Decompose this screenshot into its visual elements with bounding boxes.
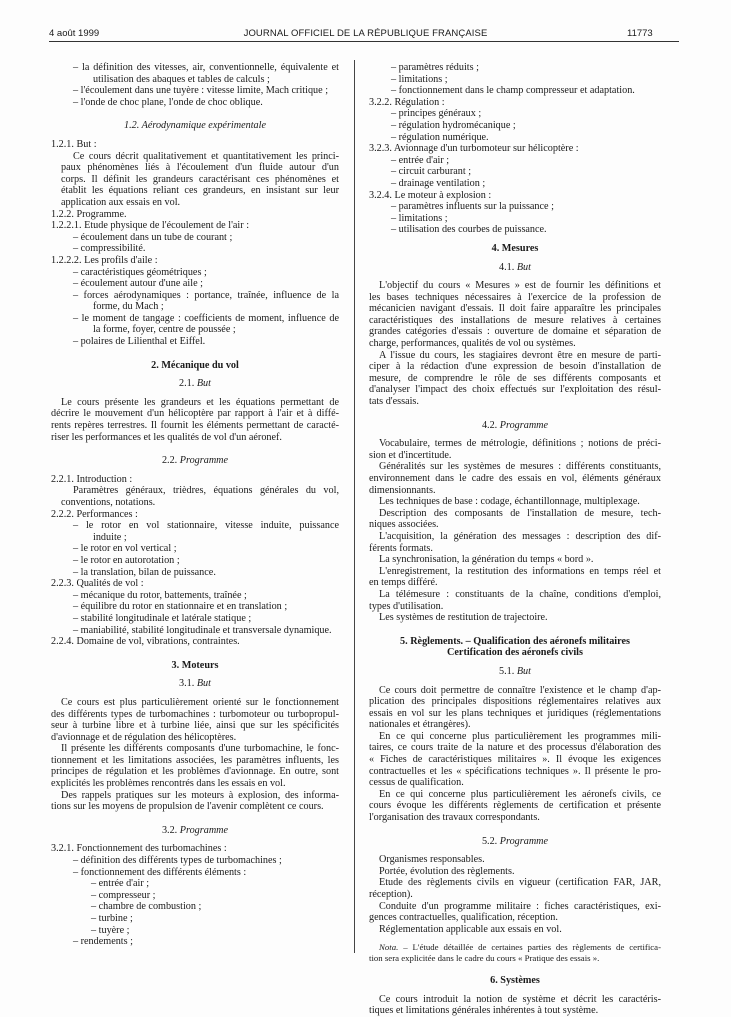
paragraph-line: mécanicien navigant d'essais. Il doit faire apparaître les principales	[369, 303, 661, 315]
paragraph-line: tionnement et les limitations associées, les paramètres influents, les	[51, 754, 339, 766]
list-item: – écoulement autour d'une aile ;	[73, 278, 203, 290]
sub-list-item: – chambre de combustion ;	[91, 901, 202, 913]
paragraph-line: Réglementation applicable aux essais en vol.	[379, 923, 562, 935]
subsection-1-2-2: 1.2.2. Programme.	[51, 208, 127, 220]
paragraph-line: cours évoque les différents règlements de certification et présente	[369, 800, 661, 812]
paragraph-line: A l'issue du cours, les stagiaires devront être en mesure de parti-	[379, 349, 661, 361]
nota-line	[369, 942, 661, 952]
heading-word: Programme	[499, 419, 549, 431]
paragraph-line: La télémesure : constituants de la chaîne, conditions d'emploi,	[379, 588, 661, 600]
list-item: – fonctionnement dans le champ compresseur et adaptation.	[391, 85, 635, 97]
paragraph-line: l'organisation des travaux correspondants.	[369, 812, 540, 824]
subsection-2-2-2: 2.2.2. Performances :	[51, 508, 138, 520]
paragraph-line: Paramètres généraux, trièdres, équations générales du vol,	[73, 485, 339, 497]
heading-word: But	[516, 665, 531, 677]
section-heading-2-2	[51, 455, 339, 467]
list-item: – polaires de Lilienthal et Eiffel.	[73, 336, 206, 348]
heading-word: Programme	[179, 824, 229, 836]
paragraph-line: tats d'essais.	[369, 396, 419, 408]
nota-label: Nota.	[379, 942, 399, 953]
paragraph-line: Les systèmes de restitution de trajectoire.	[379, 612, 548, 624]
paragraph-line: contractuelles et les « spécifications techniques ». Il présente le pro-	[369, 765, 661, 777]
list-item: – maniabilité, stabilité longitudinale et transversale dynamique.	[73, 624, 332, 636]
paragraph-line: sion et d'incertitude.	[369, 449, 452, 461]
paragraph-line: corps. Il définit les grandeurs caractérisant ces phénomènes et	[61, 173, 339, 185]
list-item: – régulation hydromécanique ;	[391, 119, 516, 131]
paragraph-line: L'acquisition, la génération des messages : description des dif-	[379, 530, 661, 542]
list-item: – la définition des vitesses, air, conventionnelle, équivalente et	[73, 62, 339, 73]
paragraph-line: Le cours présente les grandeurs et les équations permettant de	[61, 396, 339, 408]
right-column	[369, 62, 661, 1017]
list-item: – caractéristiques géométriques ;	[73, 266, 207, 278]
paragraph-line: types d'utilisation.	[369, 600, 444, 612]
list-item: – forces aérodynamiques : portance, traînée, influence de la	[73, 289, 339, 301]
heading-number: 4.2.	[481, 419, 498, 431]
heading-word: But	[516, 261, 531, 273]
list-item: – utilisation des courbes de puissance.	[391, 224, 547, 236]
section-heading-3-1	[51, 678, 339, 690]
header-date: 4 août 1999	[49, 28, 100, 39]
list-item: – la translation, bilan de puissance.	[73, 566, 216, 578]
paragraph-line: taires, ce cours traite de la nature et des processus d'élaboration des	[369, 742, 661, 754]
list-item: – le moment de tangage : coefficients de moment, influence de	[73, 312, 339, 324]
heading-number: 2.2.	[161, 455, 178, 467]
nota-line: tion sera explicitée dans le cadre du cours « Pratique des essais ».	[369, 952, 600, 963]
paragraph-line: L'enregistrement, la restitution des informations en temps réel et	[379, 565, 661, 577]
paragraph-line: établit les équations reliant ces grandeurs, en insistant sur leur	[61, 185, 339, 197]
subsection-1-2-2-1: 1.2.2.1. Etude physique de l'écoulement de l'air :	[51, 220, 250, 232]
header-title: JOURNAL OFFICIEL DE LA RÉPUBLIQUE FRANÇAISE	[243, 28, 488, 39]
sub-list-item: – entrée d'air ;	[91, 878, 150, 890]
paragraph-line: Vocabulaire, termes de métrologie, définitions ; notions de préci-	[379, 438, 661, 450]
paragraph-line: conventions, notations.	[61, 497, 156, 508]
subsection-3-2-4: 3.2.4. Le moteur à explosion :	[369, 189, 492, 201]
paragraph-line: application aux essais en vol.	[61, 196, 181, 208]
list-item-cont: la forme, foyer, centre de poussée ;	[93, 324, 236, 336]
list-item-cont: utilisation des abaques et tables de calculs ;	[93, 73, 270, 85]
paragraph-line: Ce cours doit permettre de connaître l'existence et le champ d'ap-	[379, 684, 661, 696]
section-heading-4: 4. Mesures	[491, 242, 539, 254]
list-item: – stabilité longitudinale et latérale statique ;	[73, 612, 252, 624]
list-item: – compressibilité.	[73, 243, 146, 255]
paragraph-line: Ce cours introduit la notion de système et décrit les caractéris-	[379, 993, 661, 1005]
subsection-2-2-1: 2.2.1. Introduction :	[51, 473, 133, 485]
section-heading-3-2	[51, 825, 339, 837]
paragraph-line: tions sur les moyens de propulsion de l'avenir complètent ce cours.	[51, 801, 324, 813]
column-divider	[354, 60, 355, 953]
sub-list-item: – tuyère ;	[91, 924, 130, 936]
paragraph-line: « Fiches de caractéristiques militaires ». Il évoque les exigences	[369, 754, 661, 766]
section-heading-3: 3. Moteurs	[171, 659, 219, 671]
list-item: – écoulement dans un tube de courant ;	[73, 231, 233, 243]
heading-number: 2.1.	[179, 378, 195, 390]
list-item: – entrée d'air ;	[391, 154, 450, 166]
subsection-2-2-4: 2.2.4. Domaine de vol, vibrations, contraintes.	[51, 636, 240, 648]
paragraph-line: en temps différé.	[369, 577, 438, 589]
subsection-3-2-1: 3.2.1. Fonctionnement des turbomachines :	[51, 843, 227, 855]
list-item: – le rotor en autorotation ;	[73, 554, 180, 566]
paragraph-line: seur à turbine libre et à turbine liée, ainsi que sur les spécificités	[51, 720, 339, 732]
paragraph-line: Organismes responsables.	[379, 854, 485, 866]
heading-number: 3.1.	[179, 678, 195, 690]
list-item: – limitations ;	[391, 212, 448, 224]
list-item: – définition des différents types de turbomachines ;	[73, 855, 282, 867]
heading-word: But	[196, 678, 211, 690]
subsection-1-2-2-2: 1.2.2.2. Les profils d'aile :	[51, 254, 158, 266]
heading-number: 5.1.	[499, 665, 515, 677]
section-heading-4-1	[369, 262, 661, 274]
paragraph-line: les bases techniques nécessaires à l'exercice de la profession de	[369, 291, 661, 303]
list-item: – équilibre du rotor en stationnaire et en translation ;	[73, 601, 288, 613]
paragraph-line: Généralités sur les systèmes de mesures : différents constituants,	[379, 461, 661, 473]
page-header	[0, 0, 731, 40]
paragraph-line: En ce qui concerne plus particulièrement les aéronefs civils, ce	[379, 788, 661, 800]
sub-list-item: – turbine ;	[91, 913, 133, 924]
paragraph-line: principes de régulation et les problèmes d'avionnage. En outre, sont	[51, 766, 339, 778]
section-heading-5: 5. Règlements. – Qualification des aéronefs militaires	[400, 635, 630, 647]
paragraph-line: ciper à la rédaction d'une expression de besoin d'installation de	[369, 361, 661, 373]
list-item: – mécanique du rotor, battements, traînée ;	[73, 589, 247, 601]
left-column	[51, 62, 339, 948]
paragraph-line: explicités les problèmes rencontrés dans les essais en vol.	[51, 778, 286, 790]
paragraph-line: niques associées.	[369, 519, 439, 531]
list-item: – circuit carburant ;	[391, 166, 472, 178]
heading-number: 4.1.	[499, 261, 515, 273]
paragraph-line: Ce cours décrit qualitativement et quantitativement les princi-	[73, 150, 339, 162]
paragraph-line: riser les performances et les qualités de vol d'un aéronef.	[51, 431, 282, 443]
subsection-3-2-2: 3.2.2. Régulation :	[369, 96, 445, 108]
paragraph-line: mesure, de comprendre le rôle de ses différents composants et	[369, 372, 661, 384]
paragraph-line: Des rappels pratiques sur les moteurs à explosion, des informa-	[61, 789, 339, 801]
section-heading-5-1	[369, 666, 661, 678]
paragraph-line: d'avionnage et de régulation des hélicoptères.	[51, 731, 237, 743]
section-heading-1-2: 1.2. Aérodynamique expérimentale	[123, 120, 267, 132]
paragraph-line: charge, performances, qualités de vol ou systèmes.	[369, 338, 576, 350]
list-item: – le rotor en vol vertical ;	[73, 543, 177, 555]
paragraph-line: Etude des règlements civils en vigueur (certification FAR, JAR,	[379, 877, 661, 889]
subsection-3-2-3: 3.2.3. Avionnage d'un turbomoteur sur hélicoptère :	[369, 143, 579, 155]
paragraph-line: environnement dans le cadre des essais en vol, éléments généraux	[369, 473, 661, 484]
paragraph-line: essais en vol sur les plans techniques et juridiques (réglementations	[369, 707, 661, 719]
list-item: – principes généraux ;	[391, 108, 482, 120]
list-item: – le rotor en vol stationnaire, vitesse induite, puissance	[73, 520, 339, 532]
sub-list-item: – compresseur ;	[91, 889, 156, 901]
paragraph-line: caractéristiques des installations de mesure relatives à certaines	[369, 314, 661, 326]
list-item: – rendements ;	[73, 936, 133, 948]
list-item: – fonctionnement des différents éléments :	[73, 866, 247, 878]
paragraph-line: paux phénomènes liés à l'écoulement d'un fluide autour d'un	[61, 162, 339, 174]
paragraph-line: férents formats.	[369, 542, 433, 554]
list-item: – régulation numérique.	[391, 131, 489, 143]
heading-number: 5.2.	[481, 835, 498, 847]
paragraph-line: Il présente les différents composants d'une turbomachine, le fonc-	[61, 743, 339, 755]
paragraph-line: Les techniques de base : codage, échantillonnage, multiplexage.	[379, 496, 640, 508]
paragraph-line: décrire le mouvement d'un hélicoptère par rapport à l'air et à diffé-	[51, 408, 339, 420]
paragraph-line: d'analyser l'impact des choix effectués sur l'exploitation des résul-	[369, 384, 661, 396]
paragraph-line: réception).	[369, 889, 413, 900]
paragraph-line: plication des principales dispositions réglementaires relatives aux	[369, 696, 661, 708]
subsection-1-2-1: 1.2.1. But :	[51, 138, 97, 150]
list-item-cont: induite ;	[93, 531, 127, 543]
paragraph-line: cessus de qualification.	[369, 777, 464, 789]
paragraph-line: dimensionnants.	[369, 484, 436, 496]
paragraph-line: des différents types de turbomachines : turbomoteur ou turbopropul-	[51, 708, 339, 720]
list-item: – l'onde de choc plane, l'onde de choc oblique.	[73, 96, 263, 108]
paragraph-line: tiques et limitations générales inhérentes à tout système.	[369, 1005, 599, 1017]
heading-word: Programme	[499, 835, 549, 847]
list-item: – drainage ventilation ;	[391, 177, 486, 189]
list-item-cont: forme, du Mach ;	[93, 301, 164, 313]
paragraph-line: grandes catégories d'essais : ouverture de domaine et séparation de	[369, 326, 661, 338]
paragraph-line: rents repères terrestres. Il fournit les éléments permettant de caracté-	[51, 420, 339, 432]
header-rule	[49, 41, 679, 42]
paragraph-line: Description des composants de l'installation de mesure, tech-	[379, 507, 661, 519]
section-heading-2-1	[51, 378, 339, 390]
subsection-2-2-3: 2.2.3. Qualités de vol :	[51, 578, 144, 590]
paragraph-line: L'objectif du cours « Mesures » est de fournir les définitions et	[379, 280, 661, 292]
paragraph-line: gences contractuelles, qualification, réception.	[369, 912, 558, 924]
paragraph-line: Conduite d'un programme militaire : fiches caractéristiques, exi-	[379, 900, 661, 912]
paragraph-line: Ce cours est plus particulièrement orienté sur le fonctionnement	[61, 696, 339, 708]
nota-text: – L'étude détaillée de certaines parties des règlements de certifica-	[398, 942, 661, 953]
list-item: – paramètres influents sur la puissance ;	[391, 201, 554, 213]
heading-word: Programme	[179, 455, 229, 467]
section-heading-4-2	[369, 420, 661, 432]
section-heading-5-line2: Certification des aéronefs civils	[447, 647, 583, 659]
heading-word: But	[196, 378, 211, 390]
header-page-number: 11773	[627, 28, 653, 39]
paragraph-line: Portée, évolution des règlements.	[379, 865, 515, 877]
section-heading-6: 6. Systèmes	[490, 975, 540, 987]
list-item: – paramètres réduits ;	[391, 62, 479, 73]
heading-number: 3.2.	[161, 824, 178, 836]
paragraph-line: La synchronisation, la génération du temps « bord ».	[379, 554, 594, 566]
section-heading-2: 2. Mécanique du vol	[151, 359, 239, 371]
list-item: – limitations ;	[391, 73, 448, 85]
paragraph-line: En ce qui concerne plus particulièrement les programmes mili-	[379, 730, 661, 742]
section-heading-5-2	[369, 836, 661, 848]
paragraph-line: nationales et étrangères).	[369, 719, 471, 731]
list-item: – l'écoulement dans une tuyère : vitesse limite, Mach critique ;	[73, 85, 329, 97]
